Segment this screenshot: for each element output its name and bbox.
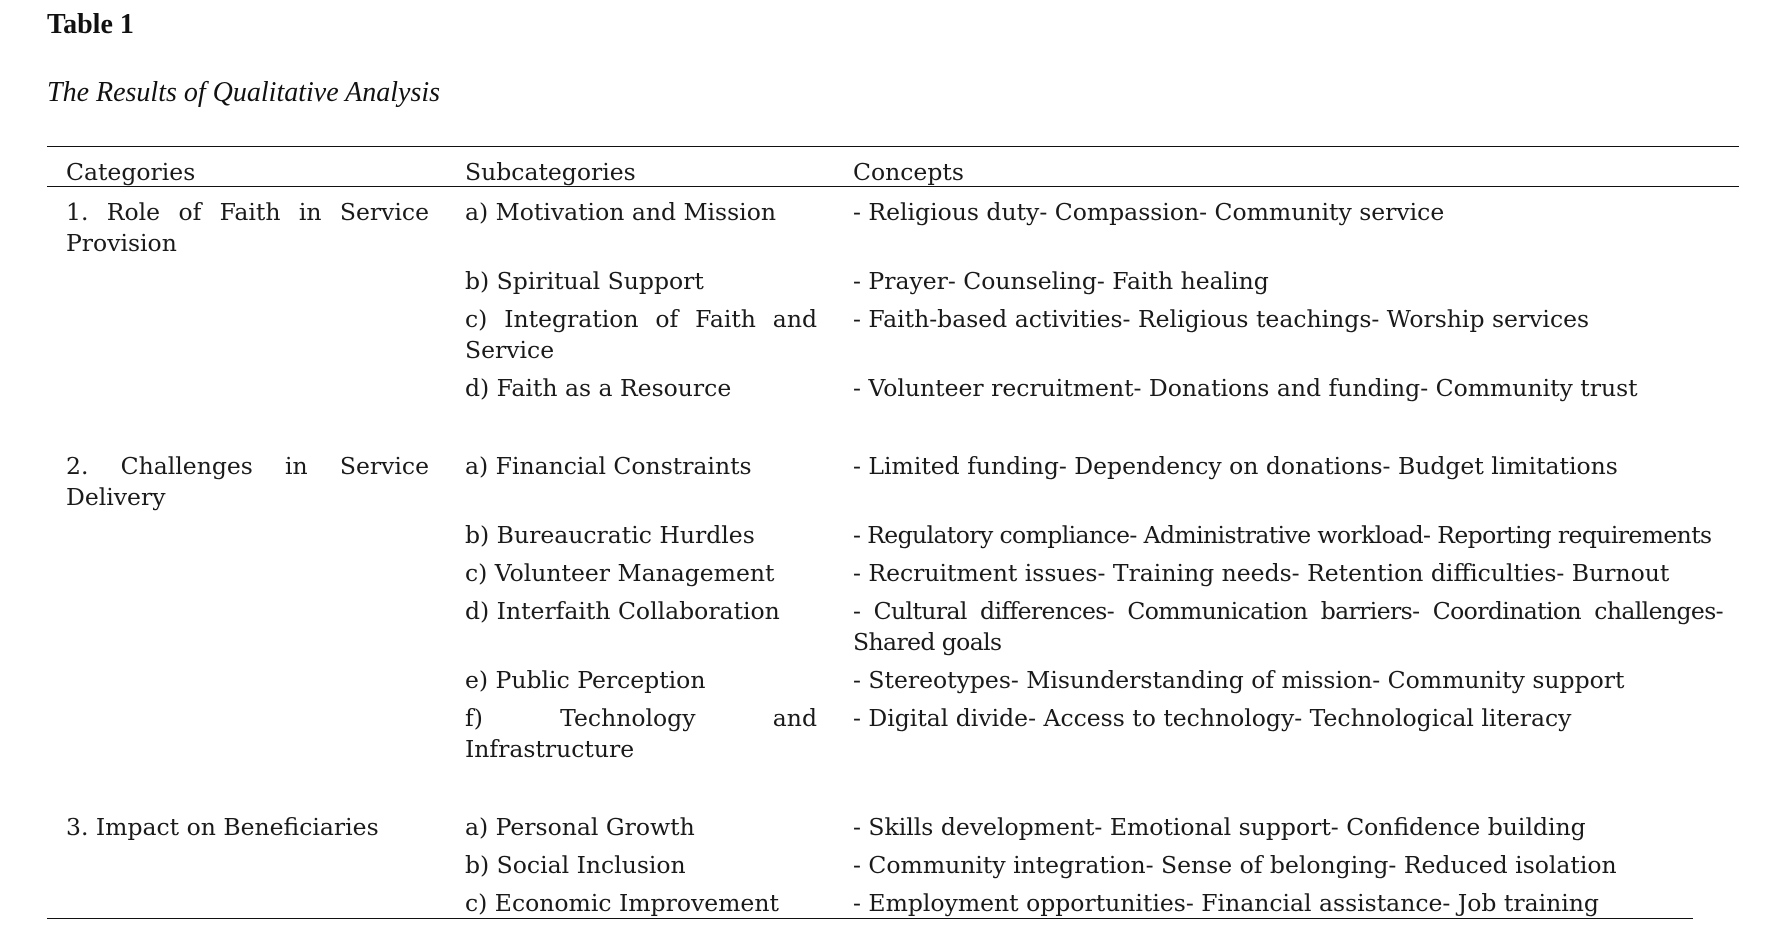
category-2-label: 2. Challenges in Service Delivery [66, 452, 429, 511]
category-1-subcategory-a: a) Motivation and Mission [465, 198, 776, 226]
category-1-subcategory-c: c) Integration of Faith and Service [465, 305, 817, 364]
column-header-categories: Categories [66, 158, 196, 186]
category-3-subcategory-c: c) Economic Improvement [465, 889, 779, 917]
table-label: Table 1 [47, 9, 134, 40]
category-3-subcategory-a: a) Personal Growth [465, 813, 695, 841]
category-1-concepts-d: - Volunteer recruitment- Donations and funding- Community trust [853, 374, 1638, 402]
category-1-subcategory-b: b) Spiritual Support [465, 267, 704, 295]
category-1-subcategory-d: d) Faith as a Resource [465, 374, 732, 402]
category-2-subcategory-a: a) Financial Constraints [465, 452, 752, 480]
category-1-label: 1. Role of Faith in Service Provision [66, 198, 429, 257]
category-1-concepts-c: - Faith-based activities- Religious teachings- Worship services [853, 305, 1590, 333]
category-2-concepts-e: - Stereotypes- Misunderstanding of mission- Community support [853, 666, 1625, 694]
category-2-concepts-f: - Digital divide- Access to technology- Technological literacy [853, 704, 1572, 732]
category-1-concepts-b: - Prayer- Counseling- Faith healing [853, 267, 1269, 295]
table-top-rule [47, 146, 1739, 147]
category-2-subcategory-e: e) Public Perception [465, 666, 706, 694]
category-3-concepts-a: - Skills development- Emotional support- Confidence building [853, 813, 1586, 841]
category-2-subcategory-d: d) Interfaith Collaboration [465, 597, 780, 625]
category-2-concepts-c: - Recruitment issues- Training needs- Retention difficulties- Burnout [853, 559, 1670, 587]
category-3-subcategory-b: b) Social Inclusion [465, 851, 686, 879]
category-2-subcategory-c: c) Volunteer Management [465, 559, 775, 587]
column-header-concepts: Concepts [853, 158, 964, 186]
table-bottom-rule [47, 918, 1693, 919]
table-title: The Results of Qualitative Analysis [47, 77, 441, 108]
category-2-concepts-b: - Regulatory compliance- Administrative workload- Reporting requirements [853, 521, 1712, 549]
category-3-concepts-c: - Employment opportunities- Financial assistance- Job training [853, 889, 1599, 917]
table-header-rule [47, 186, 1739, 187]
column-header-subcategories: Subcategories [465, 158, 636, 186]
category-2-subcategory-b: b) Bureaucratic Hurdles [465, 521, 755, 549]
category-2-concepts-a: - Limited funding- Dependency on donations- Budget limitations [853, 452, 1618, 480]
category-3-concepts-b: - Community integration- Sense of belonging- Reduced isolation [853, 851, 1617, 879]
category-2-subcategory-f: f) Technology and Infrastructure [465, 704, 817, 763]
category-1-concepts-a: - Religious duty- Compassion- Community service [853, 198, 1445, 226]
category-2-concepts-d: - Cultural differences- Communication barriers- Coordination challenges- Shared goals [853, 597, 1723, 656]
category-3-label: 3. Impact on Beneficiaries [66, 813, 379, 841]
